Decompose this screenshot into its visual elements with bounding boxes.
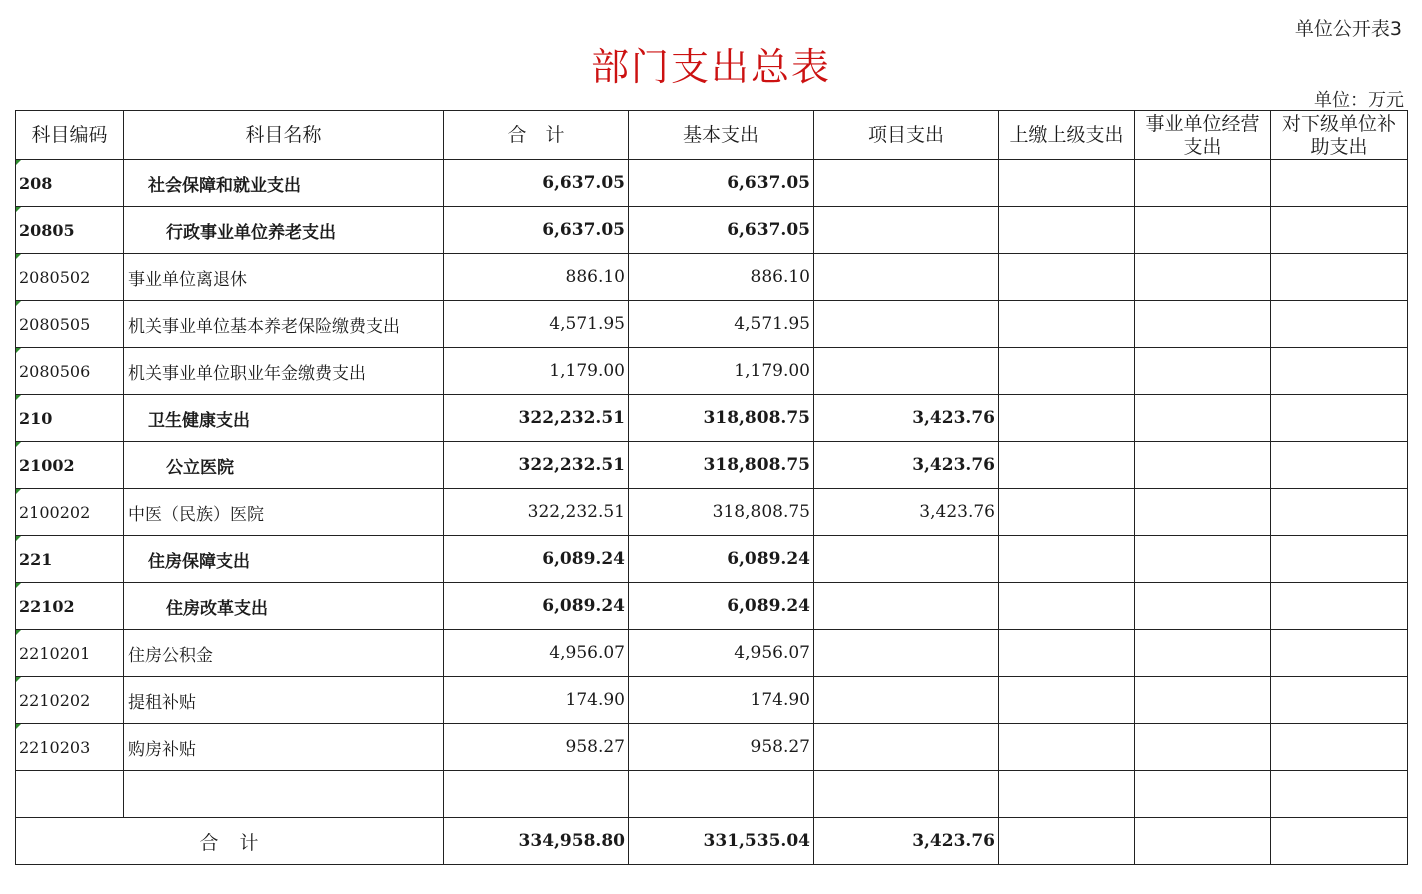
cell-name: 事业单位离退休 xyxy=(124,254,444,301)
cell-total: 4,571.95 xyxy=(444,301,629,348)
empty-cell xyxy=(814,771,999,818)
cell-subsidy xyxy=(1271,348,1408,395)
cell-basic: 958.27 xyxy=(629,724,814,771)
header-subsidy: 对下级单位补助支出 xyxy=(1271,111,1408,160)
cell-business xyxy=(1135,207,1271,254)
cell-business xyxy=(1135,301,1271,348)
cell-upper xyxy=(999,536,1135,583)
cell-project xyxy=(814,207,999,254)
table-row xyxy=(16,301,1408,348)
page-title: 部门支出总表 xyxy=(590,45,831,89)
cell-total: 174.90 xyxy=(444,677,629,724)
header-name: 科目名称 xyxy=(124,111,444,160)
total-row xyxy=(16,818,1408,865)
cell-total: 322,232.51 xyxy=(444,442,629,489)
cell-code: 210 xyxy=(16,395,124,442)
table-row xyxy=(16,254,1408,301)
cell-subsidy xyxy=(1271,160,1408,207)
empty-cell xyxy=(16,771,124,818)
cell-name: 住房改革支出 xyxy=(124,583,444,630)
table-row xyxy=(16,348,1408,395)
cell-total: 6,637.05 xyxy=(444,160,629,207)
total-subsidy xyxy=(1271,818,1408,865)
cell-code: 2100202 xyxy=(16,489,124,536)
cell-upper xyxy=(999,489,1135,536)
cell-subsidy xyxy=(1271,489,1408,536)
cell-basic: 6,637.05 xyxy=(629,207,814,254)
cell-project xyxy=(814,630,999,677)
header-total: 合 计 xyxy=(444,111,629,160)
cell-upper xyxy=(999,442,1135,489)
cell-name: 行政事业单位养老支出 xyxy=(124,207,444,254)
cell-project xyxy=(814,301,999,348)
header-project: 项目支出 xyxy=(814,111,999,160)
cell-subsidy xyxy=(1271,207,1408,254)
cell-project xyxy=(814,677,999,724)
total-basic: 331,535.04 xyxy=(629,818,814,865)
cell-subsidy xyxy=(1271,301,1408,348)
cell-basic: 6,089.24 xyxy=(629,583,814,630)
cell-business xyxy=(1135,583,1271,630)
cell-subsidy xyxy=(1271,677,1408,724)
unit-label: 单位：万元 xyxy=(1314,90,1404,111)
cell-project xyxy=(814,160,999,207)
cell-business xyxy=(1135,724,1271,771)
total-business xyxy=(1135,818,1271,865)
cell-subsidy xyxy=(1271,536,1408,583)
cell-basic: 6,089.24 xyxy=(629,536,814,583)
expenditure-table xyxy=(15,110,1408,865)
cell-project: 3,423.76 xyxy=(814,395,999,442)
table-row xyxy=(16,724,1408,771)
empty-cell xyxy=(444,771,629,818)
cell-project xyxy=(814,348,999,395)
cell-project xyxy=(814,536,999,583)
cell-total: 1,179.00 xyxy=(444,348,629,395)
cell-name: 机关事业单位职业年金缴费支出 xyxy=(124,348,444,395)
cell-upper xyxy=(999,301,1135,348)
cell-business xyxy=(1135,160,1271,207)
cell-name: 卫生健康支出 xyxy=(124,395,444,442)
cell-name: 机关事业单位基本养老保险缴费支出 xyxy=(124,301,444,348)
cell-basic: 4,571.95 xyxy=(629,301,814,348)
cell-subsidy xyxy=(1271,583,1408,630)
header-basic: 基本支出 xyxy=(629,111,814,160)
cell-name: 公立医院 xyxy=(124,442,444,489)
cell-code: 22102 xyxy=(16,583,124,630)
cell-basic: 318,808.75 xyxy=(629,489,814,536)
cell-code: 20805 xyxy=(16,207,124,254)
total-upper xyxy=(999,818,1135,865)
empty-cell xyxy=(1271,771,1408,818)
cell-upper xyxy=(999,254,1135,301)
cell-code: 2080506 xyxy=(16,348,124,395)
cell-total: 958.27 xyxy=(444,724,629,771)
table-row xyxy=(16,489,1408,536)
empty-cell xyxy=(999,771,1135,818)
total-label: 合 计 xyxy=(16,818,444,865)
cell-basic: 1,179.00 xyxy=(629,348,814,395)
cell-project xyxy=(814,254,999,301)
cell-upper xyxy=(999,583,1135,630)
table-row xyxy=(16,442,1408,489)
cell-business xyxy=(1135,677,1271,724)
cell-upper xyxy=(999,395,1135,442)
empty-cell xyxy=(629,771,814,818)
cell-upper xyxy=(999,348,1135,395)
header-upper: 上缴上级支出 xyxy=(999,111,1135,160)
cell-total: 6,637.05 xyxy=(444,207,629,254)
cell-name: 提租补贴 xyxy=(124,677,444,724)
cell-business xyxy=(1135,348,1271,395)
total-sum: 334,958.80 xyxy=(444,818,629,865)
cell-subsidy xyxy=(1271,724,1408,771)
cell-total: 322,232.51 xyxy=(444,489,629,536)
cell-subsidy xyxy=(1271,442,1408,489)
cell-basic: 318,808.75 xyxy=(629,442,814,489)
cell-total: 322,232.51 xyxy=(444,395,629,442)
header-row xyxy=(16,111,1408,160)
cell-upper xyxy=(999,724,1135,771)
table-row xyxy=(16,395,1408,442)
cell-code: 221 xyxy=(16,536,124,583)
cell-subsidy xyxy=(1271,630,1408,677)
empty-row xyxy=(16,771,1408,818)
cell-business xyxy=(1135,254,1271,301)
header-business: 事业单位经营支出 xyxy=(1135,111,1271,160)
cell-project: 3,423.76 xyxy=(814,442,999,489)
cell-name: 住房保障支出 xyxy=(124,536,444,583)
cell-name: 社会保障和就业支出 xyxy=(124,160,444,207)
cell-code: 2210202 xyxy=(16,677,124,724)
cell-project: 3,423.76 xyxy=(814,489,999,536)
cell-total: 4,956.07 xyxy=(444,630,629,677)
table-row xyxy=(16,160,1408,207)
table-body xyxy=(16,160,1408,818)
cell-code: 2210203 xyxy=(16,724,124,771)
cell-project xyxy=(814,583,999,630)
total-project: 3,423.76 xyxy=(814,818,999,865)
cell-upper xyxy=(999,677,1135,724)
cell-code: 2080505 xyxy=(16,301,124,348)
cell-subsidy xyxy=(1271,395,1408,442)
cell-code: 2210201 xyxy=(16,630,124,677)
table-row xyxy=(16,536,1408,583)
cell-basic: 4,956.07 xyxy=(629,630,814,677)
cell-code: 208 xyxy=(16,160,124,207)
cell-project xyxy=(814,724,999,771)
cell-total: 886.10 xyxy=(444,254,629,301)
cell-subsidy xyxy=(1271,254,1408,301)
cell-basic: 886.10 xyxy=(629,254,814,301)
table-row xyxy=(16,630,1408,677)
cell-code: 21002 xyxy=(16,442,124,489)
table-row xyxy=(16,583,1408,630)
header-code: 科目编码 xyxy=(16,111,124,160)
form-number: 单位公开表3 xyxy=(1294,18,1402,40)
cell-upper xyxy=(999,160,1135,207)
cell-business xyxy=(1135,395,1271,442)
cell-total: 6,089.24 xyxy=(444,536,629,583)
cell-name: 住房公积金 xyxy=(124,630,444,677)
cell-business xyxy=(1135,630,1271,677)
cell-total: 6,089.24 xyxy=(444,583,629,630)
cell-name: 购房补贴 xyxy=(124,724,444,771)
cell-basic: 318,808.75 xyxy=(629,395,814,442)
cell-upper xyxy=(999,207,1135,254)
cell-basic: 174.90 xyxy=(629,677,814,724)
table-row xyxy=(16,677,1408,724)
cell-business xyxy=(1135,536,1271,583)
cell-business xyxy=(1135,442,1271,489)
cell-business xyxy=(1135,489,1271,536)
empty-cell xyxy=(1135,771,1271,818)
empty-cell xyxy=(124,771,444,818)
cell-upper xyxy=(999,630,1135,677)
cell-basic: 6,637.05 xyxy=(629,160,814,207)
cell-code: 2080502 xyxy=(16,254,124,301)
table-row xyxy=(16,207,1408,254)
cell-name: 中医（民族）医院 xyxy=(124,489,444,536)
